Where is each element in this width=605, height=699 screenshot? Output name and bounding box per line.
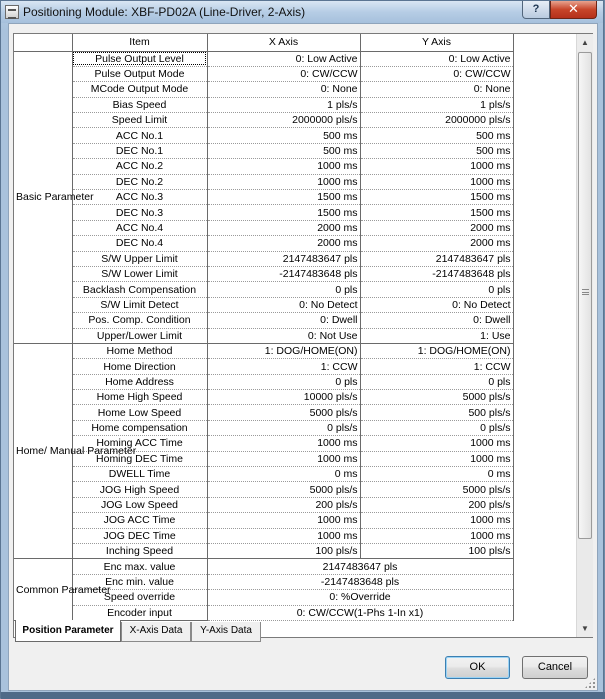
common-value-cell[interactable]: 0: %Override (207, 590, 513, 605)
x-axis-value-cell[interactable]: 1 pls/s (207, 97, 360, 112)
table-row[interactable] (14, 66, 513, 81)
scroll-grip-icon (582, 289, 589, 295)
category-common-parameter: Common Parameter (14, 559, 72, 621)
row-item-label: DWELL Time (72, 467, 207, 482)
table-row[interactable] (14, 374, 513, 389)
row-item-label: Homing DEC Time (72, 451, 207, 466)
table-row[interactable] (14, 174, 513, 189)
row-item-label: Home Address (72, 374, 207, 389)
y-axis-value-cell[interactable]: 1500 ms (360, 190, 513, 205)
row-item-label: JOG DEC Time (72, 528, 207, 543)
row-item-label: Inching Speed (72, 544, 207, 559)
category-home-manual-parameter: Home/ Manual Parameter (14, 343, 72, 558)
table-row[interactable] (14, 51, 513, 66)
x-axis-value-cell[interactable]: 10000 pls/s (207, 390, 360, 405)
row-item-label: Bias Speed (72, 97, 207, 112)
row-item-label: Home Low Speed (72, 405, 207, 420)
y-axis-value-cell[interactable]: 1000 ms (360, 528, 513, 543)
x-axis-value-cell[interactable]: 0 pls (207, 282, 360, 297)
row-item-label: Enc max. value (72, 559, 207, 574)
row-item-label: JOG Low Speed (72, 497, 207, 512)
row-item-label: JOG High Speed (72, 482, 207, 497)
parameter-table (14, 34, 514, 621)
y-axis-value-cell[interactable]: 5000 pls/s (360, 482, 513, 497)
row-item-label: JOG ACC Time (72, 513, 207, 528)
x-axis-value-cell[interactable]: 0: Low Active (207, 51, 360, 66)
table-row[interactable] (14, 359, 513, 374)
y-axis-value-cell[interactable]: 0: No Detect (360, 297, 513, 312)
table-row[interactable] (14, 205, 513, 220)
row-item-label: ACC No.4 (72, 220, 207, 235)
title-bar (1, 1, 603, 23)
grid-header-row (14, 34, 513, 51)
y-axis-value-cell[interactable]: 100 pls/s (360, 544, 513, 559)
y-axis-value-cell[interactable]: 1000 ms (360, 513, 513, 528)
x-axis-value-cell[interactable]: 1000 ms (207, 174, 360, 189)
x-axis-value-cell[interactable]: 2000 ms (207, 236, 360, 251)
tab-position-parameter[interactable]: Position Parameter (15, 620, 121, 642)
row-item-label: S/W Lower Limit (72, 266, 207, 281)
x-axis-value-cell[interactable]: 1500 ms (207, 190, 360, 205)
header-y-axis: Y Axis (360, 34, 513, 51)
x-axis-value-cell[interactable]: 1: CCW (207, 359, 360, 374)
x-axis-value-cell[interactable]: 0: Dwell (207, 313, 360, 328)
y-axis-value-cell[interactable]: 1 pls/s (360, 97, 513, 112)
close-button[interactable]: ✕ (550, 1, 597, 19)
table-row[interactable] (14, 420, 513, 435)
x-axis-value-cell[interactable]: 1000 ms (207, 159, 360, 174)
table-row[interactable] (14, 297, 513, 312)
x-axis-value-cell[interactable]: 0 pls/s (207, 420, 360, 435)
table-row[interactable] (14, 236, 513, 251)
x-axis-value-cell[interactable]: 0 ms (207, 467, 360, 482)
row-item-label: ACC No.1 (72, 128, 207, 143)
header-category (14, 34, 72, 51)
y-axis-value-cell[interactable]: 1: DOG/HOME(ON) (360, 343, 513, 358)
table-row[interactable] (14, 266, 513, 281)
x-axis-value-cell[interactable]: 5000 pls/s (207, 405, 360, 420)
x-axis-value-cell[interactable]: 1000 ms (207, 528, 360, 543)
header-item: Item (72, 34, 207, 51)
y-axis-value-cell[interactable]: 1: CCW (360, 359, 513, 374)
row-item-label: S/W Limit Detect (72, 297, 207, 312)
x-axis-value-cell[interactable]: 1500 ms (207, 205, 360, 220)
row-item-label: DEC No.4 (72, 236, 207, 251)
table-row[interactable] (14, 343, 513, 358)
tab-strip (9, 620, 599, 642)
row-item-label: DEC No.2 (72, 174, 207, 189)
table-row[interactable] (14, 113, 513, 128)
table-row[interactable] (14, 82, 513, 97)
row-item-label: Speed Limit (72, 113, 207, 128)
window-title: Positioning Module: XBF-PD02A (Line-Driver, 2-Axis) (23, 5, 306, 19)
row-item-label: Homing ACC Time (72, 436, 207, 451)
x-axis-value-cell[interactable]: 0 pls (207, 374, 360, 389)
y-axis-value-cell[interactable]: 500 pls/s (360, 405, 513, 420)
x-axis-value-cell[interactable]: 0: None (207, 82, 360, 97)
x-axis-value-cell[interactable]: 5000 pls/s (207, 482, 360, 497)
row-item-label: Pulse Output Level (72, 51, 207, 66)
row-item-label: Speed override (72, 590, 207, 605)
y-axis-value-cell[interactable]: 0 pls (360, 374, 513, 389)
grid-body (14, 51, 513, 620)
row-item-label: Home Method (72, 343, 207, 358)
x-axis-value-cell[interactable]: 100 pls/s (207, 544, 360, 559)
x-axis-value-cell[interactable]: 1000 ms (207, 451, 360, 466)
y-axis-value-cell[interactable]: 5000 pls/s (360, 390, 513, 405)
row-item-label: MCode Output Mode (72, 82, 207, 97)
x-axis-value-cell[interactable]: 1000 ms (207, 436, 360, 451)
y-axis-value-cell[interactable]: 2000 ms (360, 220, 513, 235)
y-axis-value-cell[interactable]: 2147483647 pls (360, 251, 513, 266)
common-value-cell[interactable]: -2147483648 pls (207, 574, 513, 589)
table-row[interactable] (14, 513, 513, 528)
common-value-cell[interactable]: 0: CW/CCW(1-Phs 1-In x1) (207, 605, 513, 620)
vertical-scrollbar[interactable] (576, 34, 593, 637)
x-axis-value-cell[interactable]: 500 ms (207, 143, 360, 158)
y-axis-value-cell[interactable]: 2000 ms (360, 236, 513, 251)
y-axis-value-cell[interactable]: 200 pls/s (360, 497, 513, 512)
table-row[interactable] (14, 482, 513, 497)
scroll-up-button[interactable]: ▲ (577, 34, 593, 51)
row-item-label: Pulse Output Mode (72, 66, 207, 81)
y-axis-value-cell[interactable]: 1500 ms (360, 205, 513, 220)
x-axis-value-cell[interactable]: 2000 ms (207, 220, 360, 235)
table-row[interactable] (14, 467, 513, 482)
x-axis-value-cell[interactable]: 0: No Detect (207, 297, 360, 312)
row-item-label: DEC No.1 (72, 143, 207, 158)
table-row[interactable] (14, 605, 513, 620)
row-item-label: Backlash Compensation (72, 282, 207, 297)
desktop-background (1, 692, 605, 699)
table-row[interactable] (14, 313, 513, 328)
y-axis-value-cell[interactable]: 0: None (360, 82, 513, 97)
parameter-grid (13, 33, 593, 638)
y-axis-value-cell[interactable]: 0 ms (360, 467, 513, 482)
help-button[interactable]: ? (522, 1, 550, 19)
scroll-thumb[interactable] (578, 52, 592, 539)
x-axis-value-cell[interactable]: 500 ms (207, 128, 360, 143)
row-item-label: Enc min. value (72, 574, 207, 589)
x-axis-value-cell[interactable]: 0: CW/CCW (207, 66, 360, 81)
table-row[interactable] (14, 128, 513, 143)
x-axis-value-cell[interactable]: 1: DOG/HOME(ON) (207, 343, 360, 358)
y-axis-value-cell[interactable]: 0: CW/CCW (360, 66, 513, 81)
table-row[interactable] (14, 528, 513, 543)
table-row[interactable] (14, 405, 513, 420)
row-item-label: Upper/Lower Limit (72, 328, 207, 343)
table-row[interactable] (14, 159, 513, 174)
table-row[interactable] (14, 544, 513, 559)
table-row[interactable] (14, 282, 513, 297)
dialog-client-area (8, 23, 598, 691)
row-item-label: Home Direction (72, 359, 207, 374)
app-icon (5, 5, 19, 19)
table-row[interactable] (14, 390, 513, 405)
y-axis-value-cell[interactable]: 0: Dwell (360, 313, 513, 328)
row-item-label: Home High Speed (72, 390, 207, 405)
x-axis-value-cell[interactable]: 200 pls/s (207, 497, 360, 512)
table-row[interactable] (14, 251, 513, 266)
table-row[interactable] (14, 220, 513, 235)
row-item-label: Encoder input (72, 605, 207, 620)
row-item-label: DEC No.3 (72, 205, 207, 220)
header-x-axis: X Axis (207, 34, 360, 51)
cancel-button[interactable]: Cancel (522, 656, 588, 679)
category-basic-parameter: Basic Parameter (14, 51, 72, 343)
table-row[interactable] (14, 328, 513, 343)
x-axis-value-cell[interactable]: -2147483648 pls (207, 266, 360, 281)
y-axis-value-cell[interactable]: 1000 ms (360, 159, 513, 174)
row-item-label: ACC No.2 (72, 159, 207, 174)
table-row[interactable] (14, 497, 513, 512)
ok-button[interactable]: OK (445, 656, 510, 679)
table-row[interactable] (14, 559, 513, 574)
row-item-label: ACC No.3 (72, 190, 207, 205)
y-axis-value-cell[interactable]: 2000000 pls/s (360, 113, 513, 128)
x-axis-value-cell[interactable]: 2147483647 pls (207, 251, 360, 266)
y-axis-value-cell[interactable]: -2147483648 pls (360, 266, 513, 281)
row-item-label: Pos. Comp. Condition (72, 313, 207, 328)
x-axis-value-cell[interactable]: 0: Not Use (207, 328, 360, 343)
y-axis-value-cell[interactable]: 0 pls/s (360, 420, 513, 435)
y-axis-value-cell[interactable]: 1: Use (360, 328, 513, 343)
y-axis-value-cell[interactable]: 500 ms (360, 143, 513, 158)
y-axis-value-cell[interactable]: 1000 ms (360, 451, 513, 466)
row-item-label: S/W Upper Limit (72, 251, 207, 266)
row-item-label: Home compensation (72, 420, 207, 435)
tab-x-axis-data[interactable]: X-Axis Data (121, 622, 191, 642)
tab-y-axis-data[interactable]: Y-Axis Data (191, 622, 261, 642)
table-row[interactable] (14, 97, 513, 112)
table-row[interactable] (14, 143, 513, 158)
y-axis-value-cell[interactable]: 1000 ms (360, 436, 513, 451)
y-axis-value-cell[interactable]: 0: Low Active (360, 51, 513, 66)
y-axis-value-cell[interactable]: 1000 ms (360, 174, 513, 189)
y-axis-value-cell[interactable]: 0 pls (360, 282, 513, 297)
common-value-cell[interactable]: 2147483647 pls (207, 559, 513, 574)
scroll-down-button[interactable]: ▼ (577, 620, 593, 637)
y-axis-value-cell[interactable]: 500 ms (360, 128, 513, 143)
x-axis-value-cell[interactable]: 2000000 pls/s (207, 113, 360, 128)
x-axis-value-cell[interactable]: 1000 ms (207, 513, 360, 528)
